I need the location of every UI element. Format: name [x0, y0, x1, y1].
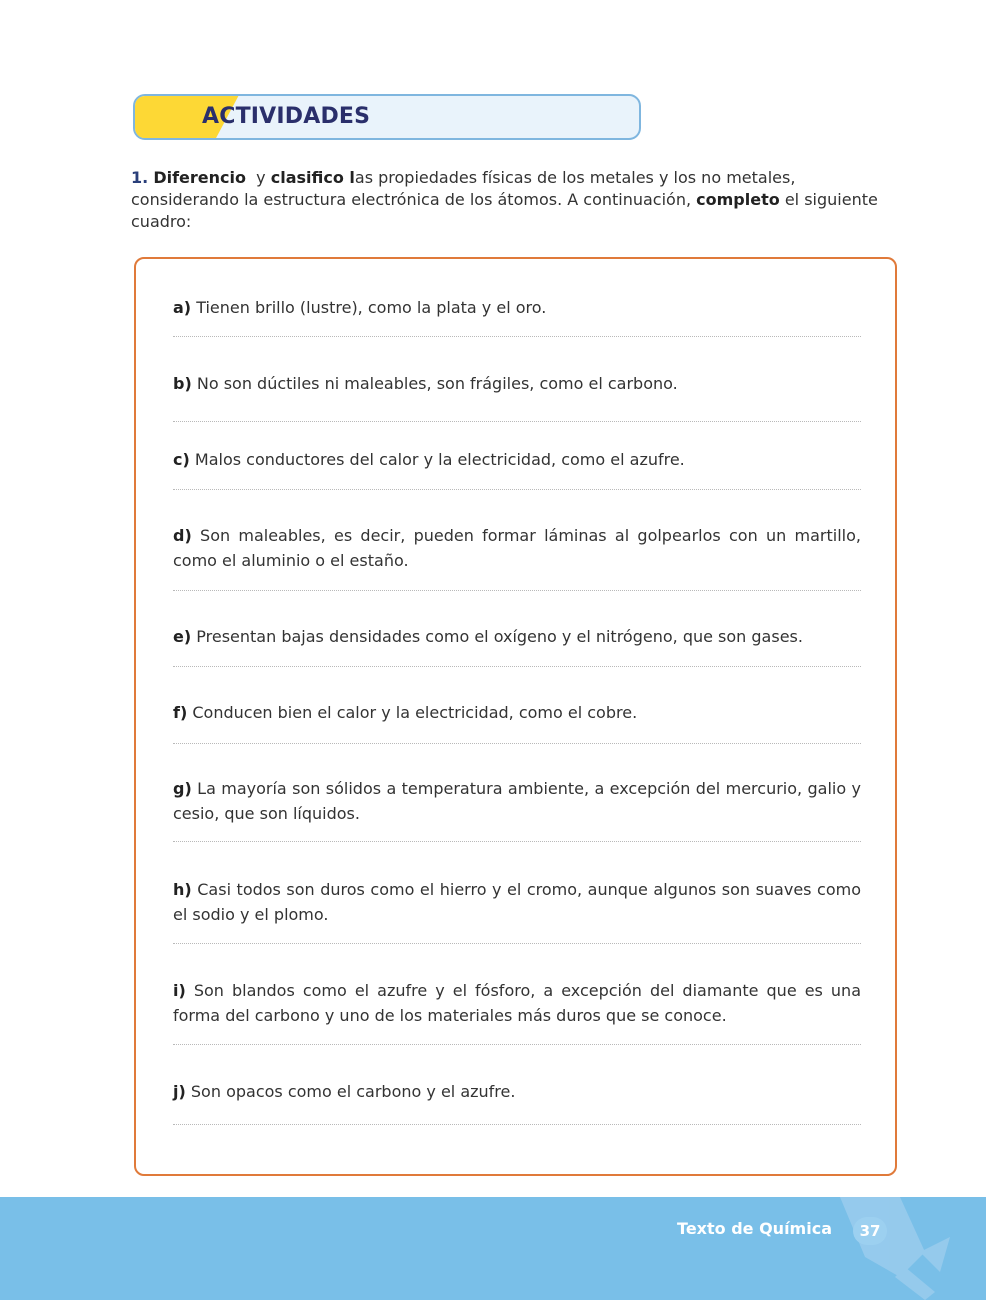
activities-header — [133, 94, 641, 140]
book-title: Texto de Química — [677, 1219, 832, 1238]
page-footer — [0, 1197, 986, 1300]
answer-line[interactable] — [173, 489, 861, 490]
answer-line[interactable] — [173, 1044, 861, 1045]
instruction-text: el siguiente cuadro: — [131, 190, 878, 231]
list-item: a) Tienen brillo (lustre), como la plata y el oro. — [173, 298, 547, 317]
list-item: h) Casi todos son duros como el hierro y el cromo, aunque algunos son suaves como el sodio y el plomo. — [173, 880, 862, 924]
list-item: c) Malos conductores del calor y la electricidad, como el azufre. — [173, 450, 685, 469]
activity-instructions — [131, 167, 901, 233]
answer-line[interactable] — [173, 590, 861, 591]
keyword-completo: completo — [696, 190, 780, 209]
activity-number: 1. — [131, 168, 149, 187]
answer-line[interactable] — [173, 421, 861, 422]
list-item: f) Conducen bien el calor y la electricidad, como el cobre. — [173, 703, 638, 722]
answer-line[interactable] — [173, 666, 861, 667]
answer-line[interactable] — [173, 743, 861, 744]
list-item: b) No son dúctiles ni maleables, son frágiles, como el carbono. — [173, 374, 678, 393]
answer-line[interactable] — [173, 841, 861, 842]
rocket-icon — [830, 1197, 960, 1300]
instruction-text: as propiedades físicas de los metales y los no metales, considerando la estructura electrónica de los átomos. A continuación, — [131, 168, 796, 209]
list-item: j) Son opacos como el carbono y el azufre. — [173, 1082, 516, 1101]
keyword-clasifico: clasifico l — [270, 168, 355, 187]
answer-line[interactable] — [173, 336, 861, 337]
answer-line[interactable] — [173, 943, 861, 944]
instruction-text: y — [256, 168, 266, 187]
answer-line[interactable] — [173, 1124, 861, 1125]
list-item: i) Son blandos como el azufre y el fósforo, a excepción del diamante que es una forma del carbono y uno de los materiales más duros que se conoce. — [173, 981, 861, 1025]
page-number: 37 — [853, 1217, 887, 1245]
activity-table-box — [134, 257, 897, 1176]
list-item: d) Son maleables, es decir, pueden formar láminas al golpearlos con un martillo, como el aluminio o el estaño. — [173, 526, 861, 570]
list-item: e) Presentan bajas densidades como el oxígeno y el nitrógeno, que son gases. — [173, 627, 803, 646]
list-item: g) La mayoría son sólidos a temperatura ambiente, a excepción del mercurio, galio y cesio, que son líquidos. — [173, 779, 861, 823]
keyword-diferencio: Diferencio — [153, 168, 246, 187]
header-title: ACTIVIDADES — [202, 104, 371, 129]
